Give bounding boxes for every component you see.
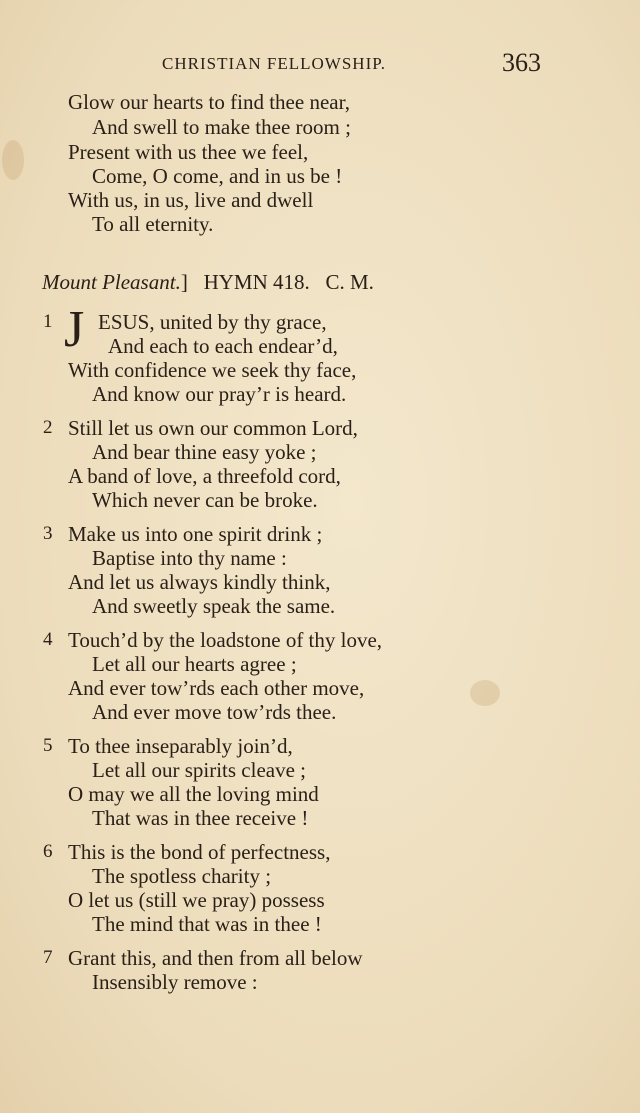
verse-line: Let all our spirits cleave ; <box>92 758 307 782</box>
verse-line: The spotless charity ; <box>92 864 272 888</box>
page-number: 363 <box>502 48 541 77</box>
stanza-line: To all eternity. <box>92 212 214 236</box>
verse-line: The mind that was in thee ! <box>92 912 322 936</box>
verse-line: And ever tow’rds each other move, <box>68 676 365 700</box>
hymn-title: HYMN 418. <box>203 270 310 294</box>
verse-line: Still let us own our common Lord, <box>68 416 358 440</box>
verse-line: And ever move tow’rds thee. <box>92 700 337 724</box>
verse-number: 6 <box>43 841 53 862</box>
stanza-line: Present with us thee we feel, <box>68 140 309 164</box>
paper-stain <box>2 140 24 180</box>
tune-name: Mount Pleasant. <box>42 270 181 294</box>
running-title: CHRISTIAN FELLOWSHIP. <box>162 54 387 73</box>
verse-line: And sweetly speak the same. <box>92 594 336 618</box>
verse-line: And bear thine easy yoke ; <box>92 440 317 464</box>
stanza-line: And swell to make thee room ; <box>92 115 351 139</box>
verse-line: And each to each endear’d, <box>108 334 338 358</box>
verse-line: O may we all the loving mind <box>68 782 319 806</box>
verse-line: And know our pray’r is heard. <box>92 382 347 406</box>
verse-line: Insensibly remove : <box>92 970 258 994</box>
stanza-line: With us, in us, live and dwell <box>68 188 314 212</box>
paper-stain <box>470 680 500 706</box>
verse-line: Which never can be broke. <box>92 488 318 512</box>
verse-number: 2 <box>43 417 53 438</box>
verse-line: Grant this, and then from all below <box>68 946 363 970</box>
drop-cap: J <box>64 301 85 358</box>
verse-line: ESUS, united by thy grace, <box>98 310 327 334</box>
verse-line: Touch’d by the loadstone of thy love, <box>68 628 383 652</box>
verse-number: 4 <box>43 629 53 650</box>
verse-number: 5 <box>43 735 53 756</box>
verse-line: And let us always kindly think, <box>68 570 331 594</box>
stanza-line: Glow our hearts to find thee near, <box>68 90 350 114</box>
page-header <box>0 48 640 78</box>
hymn-meter: C. M. <box>325 270 374 294</box>
verse-line: This is the bond of perfectness, <box>68 840 331 864</box>
verse-line: Make us into one spirit drink ; <box>68 522 323 546</box>
verse-number: 1 <box>43 311 53 332</box>
verse-line: To thee inseparably join’d, <box>68 734 293 758</box>
verse-line: Baptise into thy name : <box>92 546 287 570</box>
verse-line: With confidence we seek thy face, <box>68 358 357 382</box>
verse-line: A band of love, a threefold cord, <box>68 464 341 488</box>
verse-line: O let us (still we pray) possess <box>68 888 325 912</box>
verse-line: That was in thee receive ! <box>92 806 309 830</box>
hymn-heading <box>42 270 374 295</box>
verse-number: 7 <box>43 947 53 968</box>
heading-bracket: ] <box>180 270 188 294</box>
verse-line: Let all our hearts agree ; <box>92 652 297 676</box>
verse-number: 3 <box>43 523 53 544</box>
stanza-line: Come, O come, and in us be ! <box>92 164 343 188</box>
